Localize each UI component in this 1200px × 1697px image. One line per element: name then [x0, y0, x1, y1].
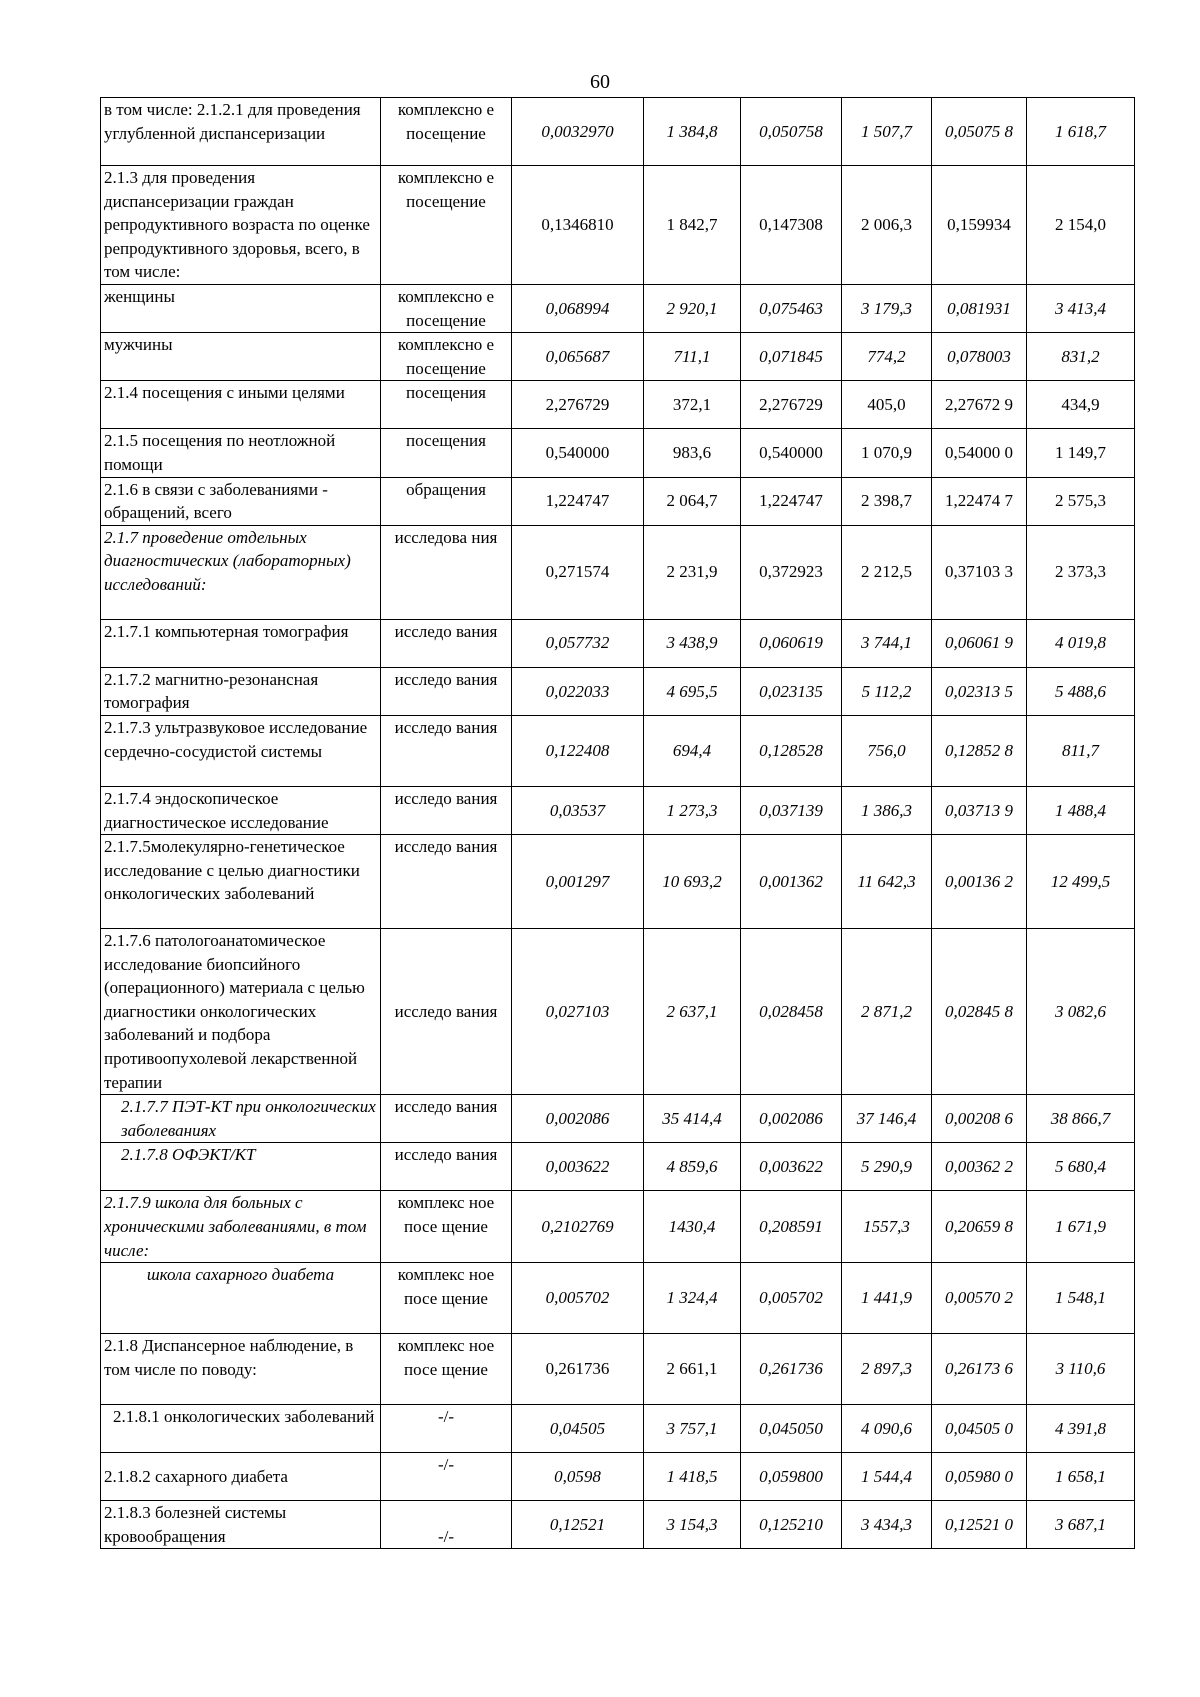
table-row [101, 1263, 1135, 1334]
value-cell: 0,37103 3 [932, 525, 1027, 619]
standards-table [100, 97, 1135, 1549]
value-cell: 0,028458 [741, 929, 842, 1095]
row-unit: комплексно е посещение [381, 166, 512, 285]
table-row [101, 929, 1135, 1095]
value-cell: 0,00362 2 [932, 1143, 1027, 1191]
value-cell: 1 658,1 [1027, 1453, 1135, 1501]
value-cell: 3 082,6 [1027, 929, 1135, 1095]
row-unit: исследо вания [381, 715, 512, 786]
value-cell: 0,04505 [512, 1405, 644, 1453]
value-cell: 0,208591 [741, 1191, 842, 1263]
value-cell: 4 019,8 [1027, 619, 1135, 667]
row-name: школа сахарного диабета [101, 1263, 381, 1334]
value-cell: 0,372923 [741, 525, 842, 619]
row-unit: посещения [381, 429, 512, 477]
value-cell: 0,06061 9 [932, 619, 1027, 667]
value-cell: 774,2 [842, 333, 932, 381]
value-cell: 0,023135 [741, 667, 842, 715]
table-row [101, 667, 1135, 715]
value-cell: 0,00136 2 [932, 835, 1027, 929]
row-unit: комплексно е посещение [381, 333, 512, 381]
value-cell: 0,081931 [932, 284, 1027, 332]
row-unit: исследо вания [381, 1143, 512, 1191]
value-cell: 2 212,5 [842, 525, 932, 619]
row-name: 2.1.8.1 онкологических заболеваний [101, 1405, 381, 1453]
value-cell: 11 642,3 [842, 835, 932, 929]
row-unit: -/- [381, 1501, 512, 1549]
table-row [101, 1095, 1135, 1143]
value-cell: 0,022033 [512, 667, 644, 715]
value-cell: 1 418,5 [644, 1453, 741, 1501]
value-cell: 0,271574 [512, 525, 644, 619]
row-name: 2.1.7.4 эндоскопическое диагностическое исследование [101, 786, 381, 834]
row-unit: обращения [381, 477, 512, 525]
row-unit: -/- [381, 1453, 512, 1501]
value-cell: 1 384,8 [644, 98, 741, 166]
value-cell: 2 897,3 [842, 1334, 932, 1405]
table-row [101, 1501, 1135, 1549]
value-cell: 2 661,1 [644, 1334, 741, 1405]
value-cell: 0,050758 [741, 98, 842, 166]
value-cell: 0,261736 [512, 1334, 644, 1405]
value-cell: 0,12852 8 [932, 715, 1027, 786]
value-cell: 2 006,3 [842, 166, 932, 285]
value-cell: 1 548,1 [1027, 1263, 1135, 1334]
value-cell: 0,037139 [741, 786, 842, 834]
value-cell: 1,22474 7 [932, 477, 1027, 525]
value-cell: 372,1 [644, 381, 741, 429]
value-cell: 3 434,3 [842, 1501, 932, 1549]
row-name: в том числе: 2.1.2.1 для проведения углубленной диспансеризации [101, 98, 381, 166]
value-cell: 1,224747 [741, 477, 842, 525]
value-cell: 0,002086 [741, 1095, 842, 1143]
row-unit: комплексно е посещение [381, 284, 512, 332]
row-unit: исследова ния [381, 525, 512, 619]
value-cell: 1 618,7 [1027, 98, 1135, 166]
value-cell: 5 290,9 [842, 1143, 932, 1191]
row-unit: исследо вания [381, 835, 512, 929]
value-cell: 0,071845 [741, 333, 842, 381]
value-cell: 38 866,7 [1027, 1095, 1135, 1143]
table-row [101, 1405, 1135, 1453]
row-unit: исследо вания [381, 619, 512, 667]
table-row [101, 429, 1135, 477]
row-name: 2.1.7.3 ультразвуковое исследование сердечно-сосудистой системы [101, 715, 381, 786]
value-cell: 37 146,4 [842, 1095, 932, 1143]
table-row [101, 525, 1135, 619]
row-name: 2.1.8.3 болезней системы кровообращения [101, 1501, 381, 1549]
value-cell: 0,068994 [512, 284, 644, 332]
value-cell: 0,125210 [741, 1501, 842, 1549]
row-unit: комплекс ное посе щение [381, 1334, 512, 1405]
value-cell: 4 695,5 [644, 667, 741, 715]
row-name: 2.1.7.9 школа для больных с хроническими заболеваниями, в том числе: [101, 1191, 381, 1263]
value-cell: 0,02313 5 [932, 667, 1027, 715]
table-row [101, 1334, 1135, 1405]
value-cell: 5 680,4 [1027, 1143, 1135, 1191]
value-cell: 2 154,0 [1027, 166, 1135, 285]
value-cell: 0,059800 [741, 1453, 842, 1501]
value-cell: 3 687,1 [1027, 1501, 1135, 1549]
value-cell: 0,122408 [512, 715, 644, 786]
value-cell: 0,001362 [741, 835, 842, 929]
value-cell: 0,1346810 [512, 166, 644, 285]
row-unit: комплекс ное посе щение [381, 1263, 512, 1334]
value-cell: 405,0 [842, 381, 932, 429]
value-cell: 694,4 [644, 715, 741, 786]
row-name: 2.1.6 в связи с заболеваниями - обращений, всего [101, 477, 381, 525]
value-cell: 0,26173 6 [932, 1334, 1027, 1405]
value-cell: 0,045050 [741, 1405, 842, 1453]
value-cell: 2 398,7 [842, 477, 932, 525]
row-name: 2.1.7 проведение отдельных диагностических (лабораторных) исследований: [101, 525, 381, 619]
row-name: мужчины [101, 333, 381, 381]
value-cell: 3 154,3 [644, 1501, 741, 1549]
value-cell: 0,05075 8 [932, 98, 1027, 166]
value-cell: 0,540000 [741, 429, 842, 477]
value-cell: 2 871,2 [842, 929, 932, 1095]
value-cell: 2,27672 9 [932, 381, 1027, 429]
row-unit: исследо вания [381, 1095, 512, 1143]
value-cell: 1557,3 [842, 1191, 932, 1263]
table-row [101, 619, 1135, 667]
value-cell: 2 231,9 [644, 525, 741, 619]
value-cell: 0,0032970 [512, 98, 644, 166]
value-cell: 0,2102769 [512, 1191, 644, 1263]
row-name: 2.1.5 посещения по неотложной помощи [101, 429, 381, 477]
value-cell: 0,075463 [741, 284, 842, 332]
value-cell: 0,005702 [512, 1263, 644, 1334]
row-unit: исследо вания [381, 667, 512, 715]
value-cell: 1 507,7 [842, 98, 932, 166]
value-cell: 3 744,1 [842, 619, 932, 667]
row-name: 2.1.8.2 сахарного диабета [101, 1453, 381, 1501]
value-cell: 4 090,6 [842, 1405, 932, 1453]
row-name: 2.1.7.2 магнитно-резонансная томография [101, 667, 381, 715]
value-cell: 0,12521 [512, 1501, 644, 1549]
row-name: 2.1.7.7 ПЭТ-КТ при онкологических заболеваниях [101, 1095, 381, 1143]
value-cell: 0,060619 [741, 619, 842, 667]
value-cell: 2 575,3 [1027, 477, 1135, 525]
value-cell: 1 842,7 [644, 166, 741, 285]
table-row [101, 1453, 1135, 1501]
value-cell: 983,6 [644, 429, 741, 477]
value-cell: 0,02845 8 [932, 929, 1027, 1095]
row-unit: комплекс ное посе щение [381, 1191, 512, 1263]
value-cell: 35 414,4 [644, 1095, 741, 1143]
row-name: 2.1.7.5молекулярно-генетическое исследование с целью диагностики онкологических заболеваний [101, 835, 381, 929]
value-cell: 0,159934 [932, 166, 1027, 285]
value-cell: 0,261736 [741, 1334, 842, 1405]
value-cell: 711,1 [644, 333, 741, 381]
value-cell: 0,003622 [512, 1143, 644, 1191]
value-cell: 3 110,6 [1027, 1334, 1135, 1405]
value-cell: 4 391,8 [1027, 1405, 1135, 1453]
value-cell: 4 859,6 [644, 1143, 741, 1191]
value-cell: 0,057732 [512, 619, 644, 667]
value-cell: 0,03537 [512, 786, 644, 834]
value-cell: 3 757,1 [644, 1405, 741, 1453]
value-cell: 0,00570 2 [932, 1263, 1027, 1334]
table-row [101, 835, 1135, 929]
value-cell: 3 179,3 [842, 284, 932, 332]
value-cell: 2,276729 [741, 381, 842, 429]
row-unit: -/- [381, 1405, 512, 1453]
value-cell: 0,001297 [512, 835, 644, 929]
value-cell: 12 499,5 [1027, 835, 1135, 929]
table-row [101, 786, 1135, 834]
value-cell: 0,540000 [512, 429, 644, 477]
value-cell: 2 373,3 [1027, 525, 1135, 619]
value-cell: 3 438,9 [644, 619, 741, 667]
value-cell: 1 386,3 [842, 786, 932, 834]
value-cell: 1 488,4 [1027, 786, 1135, 834]
value-cell: 5 112,2 [842, 667, 932, 715]
value-cell: 0,20659 8 [932, 1191, 1027, 1263]
value-cell: 0,003622 [741, 1143, 842, 1191]
value-cell: 0,128528 [741, 715, 842, 786]
value-cell: 434,9 [1027, 381, 1135, 429]
row-unit: исследо вания [381, 929, 512, 1095]
value-cell: 0,027103 [512, 929, 644, 1095]
table-row [101, 715, 1135, 786]
value-cell: 0,002086 [512, 1095, 644, 1143]
value-cell: 1 273,3 [644, 786, 741, 834]
value-cell: 2 064,7 [644, 477, 741, 525]
page-number: 60 [590, 71, 610, 93]
row-name: 2.1.7.1 компьютерная томография [101, 619, 381, 667]
value-cell: 1 544,4 [842, 1453, 932, 1501]
row-name: женщины [101, 284, 381, 332]
value-cell: 0,04505 0 [932, 1405, 1027, 1453]
value-cell: 1 324,4 [644, 1263, 741, 1334]
value-cell: 1 149,7 [1027, 429, 1135, 477]
value-cell: 0,147308 [741, 166, 842, 285]
value-cell: 2 920,1 [644, 284, 741, 332]
value-cell: 831,2 [1027, 333, 1135, 381]
row-unit: посещения [381, 381, 512, 429]
value-cell: 0,03713 9 [932, 786, 1027, 834]
value-cell: 756,0 [842, 715, 932, 786]
value-cell: 0,05980 0 [932, 1453, 1027, 1501]
row-name: 2.1.3 для проведения диспансеризации граждан репродуктивного возраста по оценке репродуктивного здоровья, всего, в том числе: [101, 166, 381, 285]
table-row [101, 1191, 1135, 1263]
value-cell: 811,7 [1027, 715, 1135, 786]
value-cell: 5 488,6 [1027, 667, 1135, 715]
table-row [101, 98, 1135, 166]
table-row [101, 284, 1135, 332]
value-cell: 0,00208 6 [932, 1095, 1027, 1143]
row-unit: комплексно е посещение [381, 98, 512, 166]
row-name: 2.1.8 Диспансерное наблюдение, в том числе по поводу: [101, 1334, 381, 1405]
value-cell: 0,12521 0 [932, 1501, 1027, 1549]
value-cell: 0,0598 [512, 1453, 644, 1501]
table-row [101, 166, 1135, 285]
value-cell: 2,276729 [512, 381, 644, 429]
value-cell: 0,065687 [512, 333, 644, 381]
table-row [101, 477, 1135, 525]
row-name: 2.1.7.8 ОФЭКТ/КТ [101, 1143, 381, 1191]
value-cell: 1 671,9 [1027, 1191, 1135, 1263]
value-cell: 1 441,9 [842, 1263, 932, 1334]
table-row [101, 333, 1135, 381]
table-row [101, 381, 1135, 429]
row-name: 2.1.7.6 патологоанатомическое исследование биопсийного (операционного) материала с целью диагностики онкологических заболеваний и подбора противоопухолевой лекарственной терапии [101, 929, 381, 1095]
value-cell: 0,078003 [932, 333, 1027, 381]
value-cell: 0,54000 0 [932, 429, 1027, 477]
value-cell: 1430,4 [644, 1191, 741, 1263]
row-name: 2.1.4 посещения с иными целями [101, 381, 381, 429]
value-cell: 10 693,2 [644, 835, 741, 929]
value-cell: 1 070,9 [842, 429, 932, 477]
value-cell: 1,224747 [512, 477, 644, 525]
table-row [101, 1143, 1135, 1191]
value-cell: 3 413,4 [1027, 284, 1135, 332]
row-unit: исследо вания [381, 786, 512, 834]
value-cell: 0,005702 [741, 1263, 842, 1334]
value-cell: 2 637,1 [644, 929, 741, 1095]
